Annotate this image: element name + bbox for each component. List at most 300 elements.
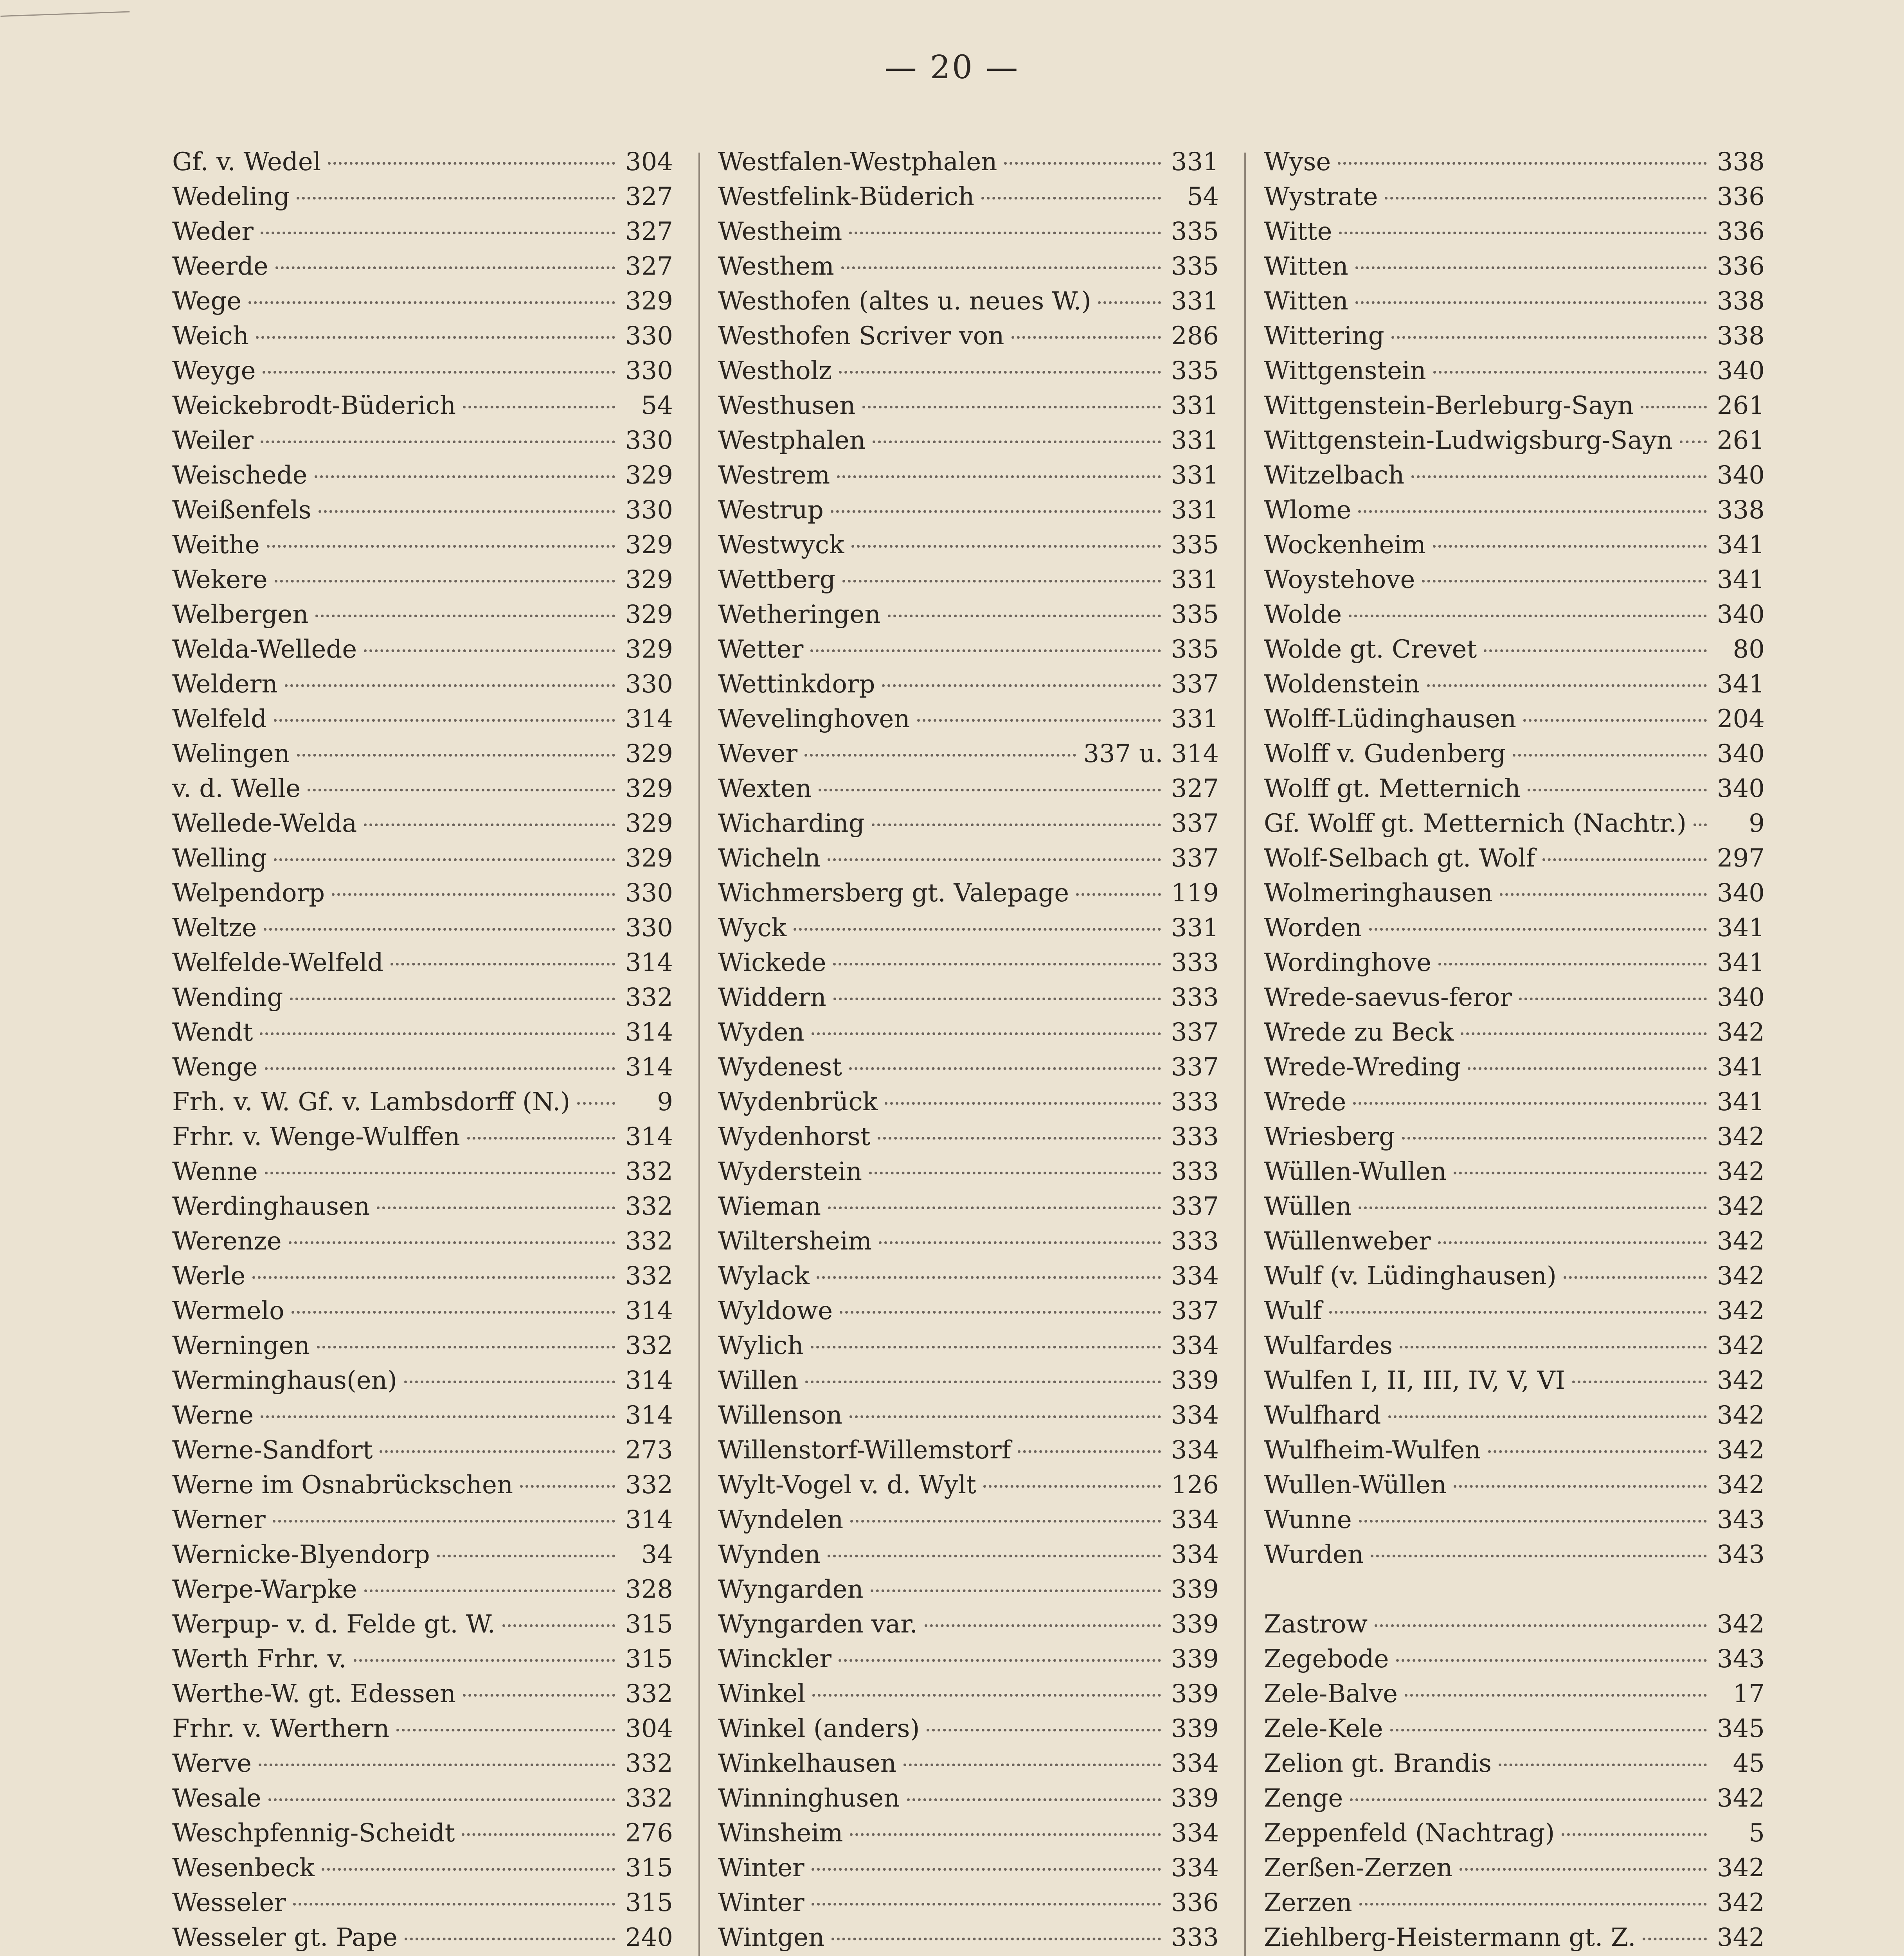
- index-entry: [718, 841, 1219, 876]
- index-entry: [172, 1468, 673, 1503]
- entry-page: 314: [625, 1401, 673, 1430]
- entry-page: 327: [1171, 774, 1219, 803]
- index-entry: [172, 1120, 673, 1154]
- entry-name: Wesseler: [172, 1888, 286, 1917]
- entry-name: Woldenstein: [1264, 670, 1420, 699]
- entry-name: Wydenbrück: [718, 1088, 878, 1116]
- index-entry: [718, 284, 1219, 319]
- entry-page: 339: [1171, 1784, 1219, 1813]
- index-entry: [718, 1746, 1219, 1781]
- index-entry: [172, 1607, 673, 1642]
- dot-leader: [831, 510, 1161, 513]
- index-entry: [172, 911, 673, 946]
- index-entry: [172, 771, 673, 806]
- entry-name: Zenge: [1264, 1784, 1343, 1813]
- entry-name: Werpup- v. d. Felde gt. W.: [172, 1610, 495, 1639]
- entry-name: Werve: [172, 1749, 252, 1778]
- entry-name: Werdinghausen: [172, 1192, 370, 1221]
- dot-leader: [315, 475, 615, 478]
- entry-page: 314: [625, 948, 673, 977]
- entry-page: 334: [1171, 1401, 1219, 1430]
- entry-name: Zele-Balve: [1264, 1679, 1398, 1708]
- dot-leader: [297, 197, 615, 200]
- index-entry: [1264, 388, 1765, 423]
- index-entry: [718, 771, 1219, 806]
- entry-name: Frhr. v. Werthern: [172, 1714, 390, 1743]
- entry-name: Zele-Kele: [1264, 1714, 1383, 1743]
- entry-name: Wolmeringhausen: [1264, 879, 1493, 908]
- entry-name: Weschpfennig-Scheidt: [172, 1819, 455, 1848]
- dot-leader: [1438, 963, 1707, 965]
- entry-name: Wintgen: [718, 1923, 825, 1952]
- entry-name: Wekere: [172, 565, 268, 594]
- entry-page: 342: [1717, 1923, 1765, 1952]
- index-entry: [718, 180, 1219, 214]
- index-entry: [1264, 354, 1765, 388]
- dot-leader: [297, 754, 615, 757]
- entry-page: 341: [1717, 530, 1765, 559]
- entry-name: Westrup: [718, 496, 824, 525]
- entry-name: Werpe-Warpke: [172, 1575, 357, 1604]
- index-entry: [172, 284, 673, 319]
- dot-leader: [869, 1172, 1161, 1174]
- entry-name: Weerde: [172, 252, 268, 281]
- dot-leader: [810, 649, 1161, 652]
- dot-leader: [812, 1032, 1161, 1035]
- entry-page: 333: [1171, 1923, 1219, 1952]
- index-entry: [172, 1294, 673, 1329]
- entry-name: Wellede-Welda: [172, 809, 357, 838]
- index-entry: [172, 1329, 673, 1363]
- entry-page: 315: [625, 1888, 673, 1917]
- entry-name: Wylack: [718, 1262, 810, 1291]
- entry-page: 333: [1171, 1157, 1219, 1186]
- dot-leader: [1513, 754, 1707, 757]
- entry-page: 261: [1717, 426, 1765, 455]
- entry-page: 332: [625, 1157, 673, 1186]
- dot-leader: [873, 440, 1161, 443]
- entry-name: Winninghusen: [718, 1784, 900, 1813]
- entry-page: 340: [1717, 879, 1765, 908]
- entry-page: 54: [1187, 182, 1219, 211]
- entry-name: Wicharding: [718, 809, 865, 838]
- dot-leader: [828, 858, 1161, 861]
- dot-leader: [317, 1346, 615, 1348]
- dot-leader: [1369, 928, 1707, 931]
- entry-page: 342: [1717, 1331, 1765, 1360]
- dot-leader: [828, 1206, 1161, 1209]
- entry-name: Wesenbeck: [172, 1854, 315, 1882]
- index-entry: [172, 702, 673, 737]
- dot-leader: [275, 266, 615, 269]
- index-entry: [172, 597, 673, 632]
- index-entry: [172, 980, 673, 1015]
- index-entry: [172, 1642, 673, 1677]
- dot-leader: [437, 1555, 615, 1557]
- entry-page: 332: [625, 1679, 673, 1708]
- dot-leader: [467, 1137, 615, 1140]
- entry-page: 338: [1717, 322, 1765, 351]
- entry-page: 330: [625, 913, 673, 942]
- entry-name: Wulf: [1264, 1296, 1322, 1325]
- entry-page: 342: [1717, 1157, 1765, 1186]
- entry-name: Wolff-Lüdinghausen: [1264, 705, 1517, 734]
- entry-page: 340: [1717, 739, 1765, 768]
- dot-leader: [1422, 580, 1707, 582]
- dot-leader: [1411, 475, 1707, 478]
- entry-name: Willenstorf-Willemstorf: [718, 1436, 1011, 1465]
- entry-name: Witte: [1264, 217, 1332, 246]
- index-entry: [718, 876, 1219, 911]
- dot-leader: [1358, 510, 1707, 513]
- entry-name: Weithe: [172, 530, 260, 559]
- entry-page: 332: [625, 1471, 673, 1499]
- dot-leader: [259, 1764, 615, 1766]
- dot-leader: [292, 1311, 615, 1314]
- entry-page: 261: [1717, 391, 1765, 420]
- dot-leader: [927, 1729, 1161, 1731]
- entry-name: Woystehove: [1264, 565, 1415, 594]
- entry-page: 314: [625, 1366, 673, 1395]
- entry-name: Witten: [1264, 287, 1348, 316]
- index-entry: [718, 1886, 1219, 1920]
- entry-page: 331: [1171, 705, 1219, 734]
- entry-page: 342: [1717, 1122, 1765, 1151]
- entry-page: 337: [1171, 1296, 1219, 1325]
- index-entry: [172, 1712, 673, 1746]
- entry-page: 341: [1717, 670, 1765, 699]
- entry-name: Werenze: [172, 1227, 282, 1256]
- index-entry: [718, 354, 1219, 388]
- dot-leader: [1488, 1450, 1707, 1453]
- dot-leader: [842, 580, 1161, 582]
- index-entry: [718, 667, 1219, 702]
- entry-name: Wetter: [718, 635, 804, 664]
- entry-page: 337 u. 314: [1083, 739, 1219, 768]
- dot-leader: [1355, 266, 1707, 269]
- dot-leader: [256, 336, 615, 339]
- index-entry: [718, 1503, 1219, 1537]
- entry-page: 314: [625, 1053, 673, 1082]
- dot-leader: [879, 1241, 1161, 1244]
- index-entry: [718, 806, 1219, 841]
- entry-name: Winkel (anders): [718, 1714, 920, 1743]
- index-entry: [1264, 841, 1765, 876]
- dot-leader: [332, 893, 615, 896]
- entry-name: Worden: [1264, 913, 1362, 942]
- entry-page: 341: [1717, 913, 1765, 942]
- index-entry: [172, 1050, 673, 1085]
- entry-name: Wyderstein: [718, 1157, 862, 1186]
- dot-leader: [289, 1241, 615, 1244]
- index-entry: [1264, 1677, 1765, 1712]
- index-entry: [1264, 737, 1765, 771]
- dot-leader: [364, 649, 615, 652]
- dot-leader: [840, 1311, 1161, 1314]
- index-entry: [172, 1503, 673, 1537]
- entry-page: 335: [1171, 635, 1219, 664]
- entry-name: Widdern: [718, 983, 826, 1012]
- entry-page: 339: [1171, 1714, 1219, 1743]
- index-entry: [1264, 1294, 1765, 1329]
- index-entry: [718, 1781, 1219, 1816]
- dot-leader: [811, 1346, 1161, 1348]
- entry-name: Wystrate: [1264, 182, 1378, 211]
- entry-name: Welling: [172, 844, 267, 873]
- dot-leader: [882, 684, 1161, 687]
- entry-page: 34: [641, 1540, 673, 1569]
- dot-leader: [850, 1833, 1161, 1836]
- entry-name: Wettberg: [718, 565, 836, 594]
- dot-leader: [804, 754, 1076, 757]
- entry-page: 334: [1171, 1819, 1219, 1848]
- entry-page: 342: [1717, 1610, 1765, 1639]
- entry-name: Weißenfels: [172, 496, 311, 525]
- entry-name: Weldern: [172, 670, 278, 699]
- index-entry: [718, 1920, 1219, 1955]
- entry-name: Wydenhorst: [718, 1122, 871, 1151]
- dot-leader: [265, 1067, 615, 1070]
- index-entry: [1264, 980, 1765, 1015]
- entry-name: Wyse: [1264, 147, 1331, 176]
- dot-leader: [502, 1624, 615, 1627]
- index-entry: [1264, 911, 1765, 946]
- entry-page: 332: [625, 1784, 673, 1813]
- dot-leader: [1562, 1833, 1707, 1836]
- index-entry: [172, 319, 673, 354]
- entry-page: 314: [625, 705, 673, 734]
- index-entry: [1264, 1120, 1765, 1154]
- dot-leader: [1461, 1032, 1707, 1035]
- index-entry: [172, 1154, 673, 1189]
- entry-name: Wyden: [718, 1018, 804, 1047]
- index-entry: [718, 1154, 1219, 1189]
- entry-page: 342: [1717, 1262, 1765, 1291]
- index-entry: [1264, 702, 1765, 737]
- entry-page: 336: [1171, 1888, 1219, 1917]
- entry-page: 5: [1749, 1819, 1765, 1848]
- index-entry: [1264, 1015, 1765, 1050]
- entry-page: 339: [1171, 1575, 1219, 1604]
- index-entry: [718, 1120, 1219, 1154]
- entry-name: Wulfheim-Wulfen: [1264, 1436, 1481, 1465]
- entry-name: Zegebode: [1264, 1645, 1389, 1674]
- entry-name: Wylt-Vogel v. d. Wylt: [718, 1471, 976, 1499]
- dot-leader: [1468, 1067, 1707, 1070]
- index-column-1: [172, 145, 673, 1956]
- entry-name: Welfeld: [172, 705, 267, 734]
- index-entry: [172, 1677, 673, 1712]
- entry-name: Wege: [172, 287, 242, 316]
- entry-page: 337: [1171, 809, 1219, 838]
- index-entry: [718, 458, 1219, 493]
- entry-page: 329: [625, 739, 673, 768]
- entry-page: 342: [1717, 1436, 1765, 1465]
- entry-page: 314: [625, 1018, 673, 1047]
- dot-leader: [812, 1694, 1161, 1697]
- dot-leader: [354, 1659, 615, 1662]
- entry-page: 331: [1171, 391, 1219, 420]
- entry-name: Werthe-W. gt. Edessen: [172, 1679, 456, 1708]
- dot-leader: [364, 1589, 615, 1592]
- entry-name: Weder: [172, 217, 254, 246]
- entry-name: Wydenest: [718, 1053, 842, 1082]
- index-entry: [1264, 1433, 1765, 1468]
- entry-name: Westholz: [718, 356, 832, 385]
- entry-page: 340: [1717, 983, 1765, 1012]
- entry-name: Wüllen: [1264, 1192, 1352, 1221]
- dot-leader: [903, 1764, 1161, 1766]
- dot-leader: [1564, 1276, 1707, 1279]
- dot-leader: [839, 371, 1161, 374]
- dot-leader: [1519, 998, 1707, 1000]
- index-entry: [172, 1746, 673, 1781]
- index-entry: [1264, 1503, 1765, 1537]
- entry-name: Welpendorp: [172, 879, 325, 908]
- entry-page: 333: [1171, 983, 1219, 1012]
- entry-name: Wolde gt. Crevet: [1264, 635, 1477, 664]
- entry-name: Werle: [172, 1262, 246, 1291]
- dot-leader: [463, 1694, 615, 1697]
- index-entry: [1264, 458, 1765, 493]
- entry-name: Wolde: [1264, 600, 1342, 629]
- dot-leader: [850, 1520, 1161, 1523]
- dot-leader: [261, 232, 615, 234]
- dot-leader: [319, 510, 615, 513]
- entry-name: Welfelde-Welfeld: [172, 948, 383, 977]
- entry-name: Wevelinghoven: [718, 705, 910, 734]
- index-entry: [1264, 1886, 1765, 1920]
- index-columns: [172, 145, 1765, 1956]
- entry-page: 333: [1171, 1227, 1219, 1256]
- index-entry: [718, 632, 1219, 667]
- dot-leader: [391, 963, 615, 965]
- page-number: — 20 —: [884, 49, 1020, 86]
- entry-name: Weyge: [172, 356, 256, 385]
- index-entry: [1264, 1189, 1765, 1224]
- dot-leader: [849, 1415, 1161, 1418]
- entry-page: 327: [625, 217, 673, 246]
- column-divider: [1244, 153, 1246, 1956]
- entry-page: 338: [1717, 496, 1765, 525]
- entry-name: Weich: [172, 322, 249, 351]
- dot-leader: [983, 1485, 1161, 1488]
- entry-page: 332: [625, 1192, 673, 1221]
- entry-page: 119: [1171, 879, 1219, 908]
- index-entry: [1264, 284, 1765, 319]
- dot-leader: [261, 1415, 615, 1418]
- entry-page: 315: [625, 1645, 673, 1674]
- index-entry: [1264, 1224, 1765, 1259]
- entry-page: 341: [1717, 565, 1765, 594]
- index-entry: [718, 1189, 1219, 1224]
- entry-name: Witten: [1264, 252, 1348, 281]
- dot-leader: [377, 1206, 615, 1209]
- dot-leader: [1350, 1798, 1707, 1801]
- dot-leader: [1018, 1450, 1161, 1453]
- entry-name: Weiler: [172, 426, 254, 455]
- dot-leader: [265, 1172, 615, 1174]
- entry-name: Wlome: [1264, 496, 1352, 525]
- entry-name: Wickede: [718, 948, 826, 977]
- index-entry: [172, 1433, 673, 1468]
- dot-leader: [1459, 1868, 1707, 1871]
- entry-name: Wittgenstein-Berleburg-Sayn: [1264, 391, 1634, 420]
- dot-leader: [841, 266, 1161, 269]
- dot-leader: [833, 963, 1161, 965]
- index-entry: [1264, 1642, 1765, 1677]
- dot-leader: [1390, 1729, 1707, 1731]
- index-entry: [172, 1572, 673, 1607]
- entry-page: 330: [625, 426, 673, 455]
- dot-leader: [1385, 197, 1707, 200]
- entry-name: Wichmersberg gt. Valepage: [718, 879, 1069, 908]
- entry-page: 340: [1717, 356, 1765, 385]
- entry-name: Welingen: [172, 739, 290, 768]
- entry-name: Weltze: [172, 913, 257, 942]
- entry-name: Gf. Wolff gt. Metternich (Nachtr.): [1264, 809, 1687, 838]
- dot-leader: [1004, 162, 1161, 165]
- dot-leader: [315, 615, 615, 617]
- entry-page: 334: [1171, 1854, 1219, 1882]
- entry-name: Werningen: [172, 1331, 310, 1360]
- dot-leader: [273, 1520, 615, 1523]
- entry-page: 332: [625, 1227, 673, 1256]
- entry-name: Zelion gt. Brandis: [1264, 1749, 1492, 1778]
- entry-name: Werne-Sandfort: [172, 1436, 373, 1465]
- entry-page: 329: [625, 809, 673, 838]
- entry-name: Wulf (v. Lüdinghausen): [1264, 1262, 1557, 1291]
- entry-name: Willenson: [718, 1401, 842, 1430]
- entry-page: 330: [625, 496, 673, 525]
- entry-name: Welda-Wellede: [172, 635, 357, 664]
- entry-name: Ziehlberg-Heistermann gt. Z.: [1264, 1923, 1636, 1952]
- entry-page: 340: [1717, 600, 1765, 629]
- entry-name: Westfalen-Westphalen: [718, 147, 997, 176]
- entry-page: 329: [625, 600, 673, 629]
- entry-page: 337: [1171, 1192, 1219, 1221]
- entry-name: Weickebrodt-Büderich: [172, 391, 456, 420]
- index-entry: [718, 1642, 1219, 1677]
- dot-leader: [1375, 1624, 1707, 1627]
- entry-page: 314: [625, 1505, 673, 1534]
- entry-page: 341: [1717, 948, 1765, 977]
- entry-page: 329: [625, 287, 673, 316]
- index-entry: [718, 1816, 1219, 1851]
- entry-page: 335: [1171, 217, 1219, 246]
- index-entry: [718, 702, 1219, 737]
- entry-name: Wetheringen: [718, 600, 881, 629]
- entry-page: 331: [1171, 287, 1219, 316]
- entry-page: 337: [1171, 844, 1219, 873]
- entry-name: Welbergen: [172, 600, 309, 629]
- entry-name: Frhr. v. Wenge-Wulffen: [172, 1122, 460, 1151]
- entry-name: Wittering: [1264, 322, 1384, 351]
- entry-name: Westphalen: [718, 426, 866, 455]
- index-entry: [1264, 145, 1765, 180]
- entry-name: Wolff gt. Metternich: [1264, 774, 1521, 803]
- index-entry: [1264, 806, 1765, 841]
- entry-page: 339: [1171, 1366, 1219, 1395]
- entry-page: 343: [1717, 1540, 1765, 1569]
- dot-leader: [328, 162, 615, 165]
- dot-leader: [1396, 1659, 1707, 1662]
- entry-name: Westhofen (altes u. neues W.): [718, 287, 1091, 316]
- entry-name: Westwyck: [718, 530, 844, 559]
- entry-page: 336: [1717, 252, 1765, 281]
- dot-leader: [849, 1067, 1161, 1070]
- index-entry: [172, 493, 673, 528]
